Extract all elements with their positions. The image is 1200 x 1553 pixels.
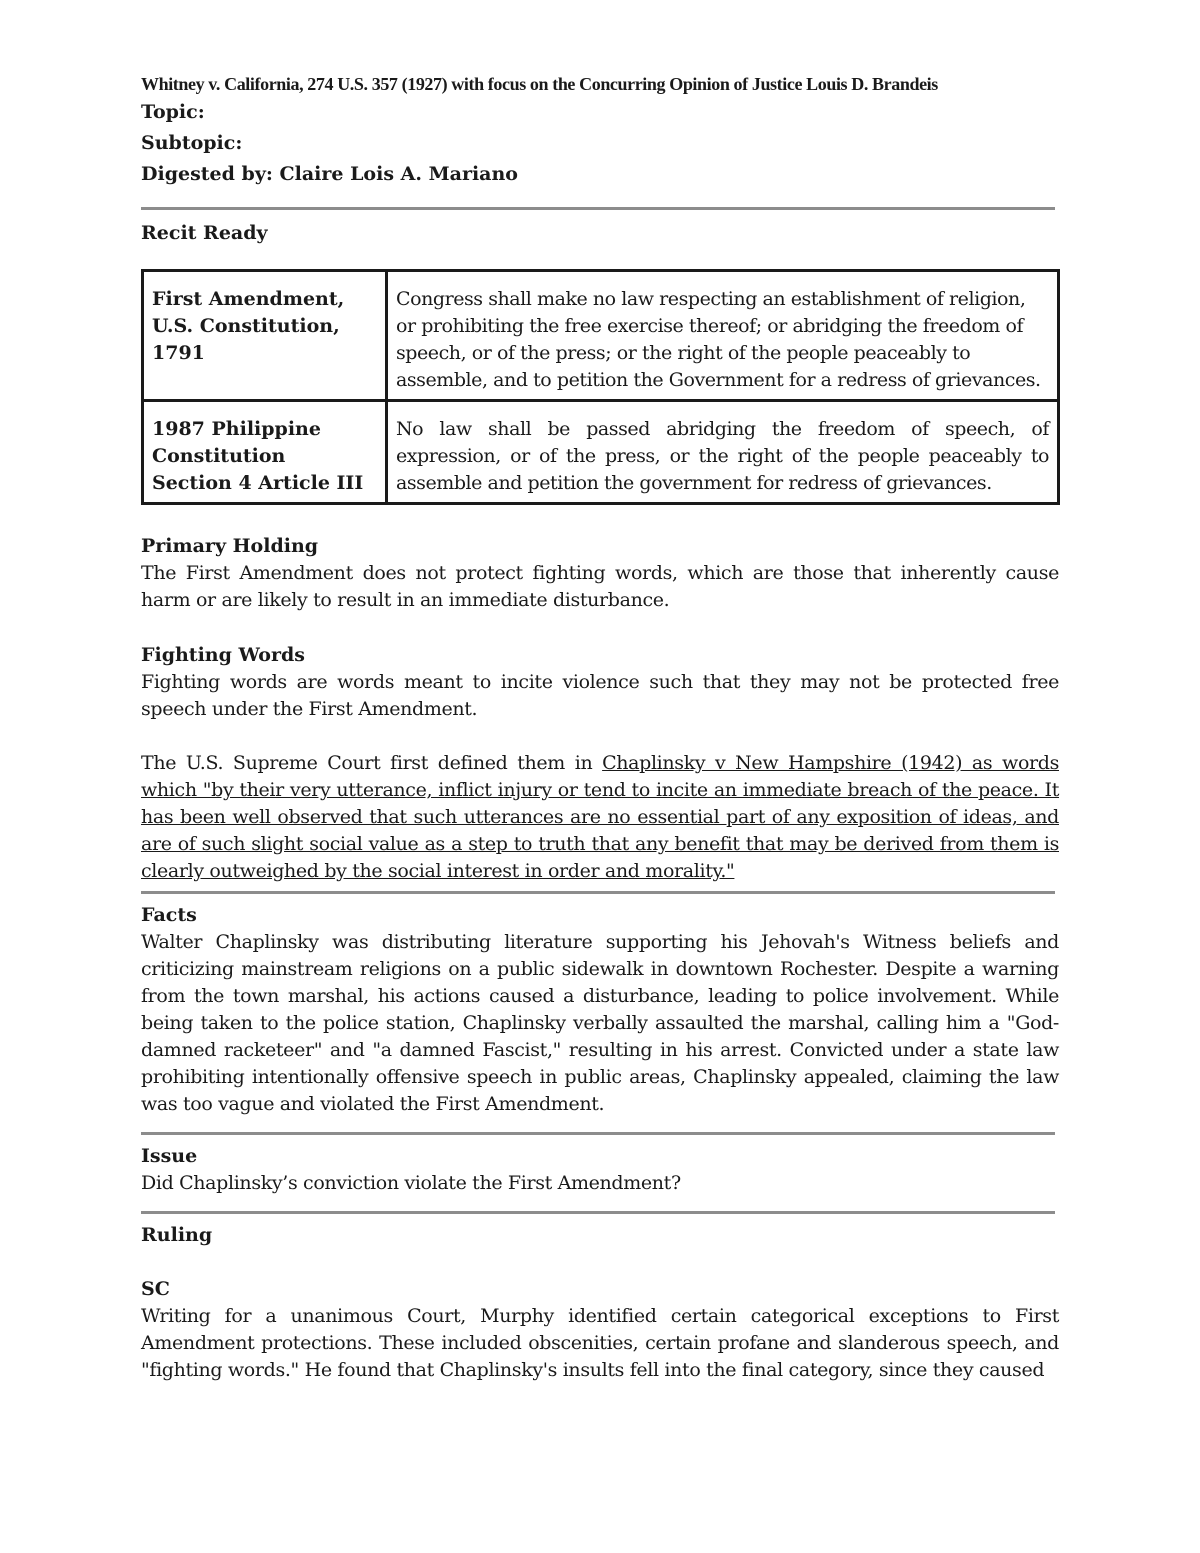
label-line: 1791 <box>152 342 205 364</box>
recit-ready-heading: Recit Ready <box>141 222 268 244</box>
label-line: U.S. Constitution, <box>152 315 340 337</box>
table-cell-label <box>143 271 387 401</box>
subtopic-label: Subtopic: <box>141 132 243 154</box>
table-row <box>143 271 1059 401</box>
primary-holding-heading: Primary Holding <box>141 535 319 557</box>
label-line: First Amendment, <box>152 288 345 310</box>
facts-text: Walter Chaplinsky was distributing literature supporting his Jehovah's Witness beliefs and criticizing mainstream religions on a public sidewalk in downtown Rochester. Despite a warning from the town marshal, his actions caused a disturbance, leading to police involvement. While being taken to the police station, Chaplinsky verbally assaulted the marshal, calling him a "God-damned racketeer" and "a damned Fascist," resulting in his arrest. Convicted under a state law prohibiting intentionally offensive speech in public areas, Chaplinsky appealed, claiming the law was too vague and violated the First Amendment. <box>141 931 1059 1115</box>
recit-ready-table <box>141 269 1060 505</box>
section-divider <box>141 1211 1055 1214</box>
issue-text: Did Chaplinsky’s conviction violate the First Amendment? <box>141 1172 681 1194</box>
digested-by: Digested by: Claire Lois A. Mariano <box>141 163 518 185</box>
facts-heading: Facts <box>141 904 197 926</box>
document-page <box>141 68 1059 1384</box>
table-row <box>143 401 1059 504</box>
section-divider <box>141 207 1055 210</box>
sc-heading: SC <box>141 1278 170 1300</box>
fighting-words-definition <box>141 750 1059 885</box>
definition-quote: Chaplinsky v New Hampshire (1942) as words which "by their very utterance, inflict injury or tend to incite an immediate breach of the peace. It has been well observed that such utterances are no essential part of any exposition of ideas, and are of such slight social value as a step to truth that any benefit that may be derived from them is clearly outweighed by the social interest in order and morality." <box>141 752 1059 882</box>
topic-label: Topic: <box>141 101 205 123</box>
label-line: 1987 Philippine <box>152 418 321 440</box>
ruling-heading: Ruling <box>141 1224 213 1246</box>
table-cell-text: Congress shall make no law respecting an establishment of religion, or prohibiting the free exercise thereof; or abridging the freedom of speech, or of the press; or the right of the people peaceably to assemble, and to petition the Government for a redress of grievances. <box>387 271 1059 401</box>
primary-holding-text: The First Amendment does not protect fighting words, which are those that inherently cause harm or are likely to result in an immediate disturbance. <box>141 562 1059 611</box>
case-title: Whitney v. California, 274 U.S. 357 (1927) with focus on the Concurring Opinion of Justice Louis D. Brandeis <box>141 74 938 94</box>
table-cell-text: No law shall be passed abridging the freedom of speech, of expression, or of the press, or the right of the people peaceably to assemble and petition the government for redress of grievances. <box>387 401 1059 504</box>
issue-heading: Issue <box>141 1145 198 1167</box>
label-line: Constitution <box>152 445 286 467</box>
fighting-words-heading: Fighting Words <box>141 644 305 666</box>
section-divider <box>141 891 1055 894</box>
fighting-words-text: Fighting words are words meant to incite violence such that they may not be protected free speech under the First Amendment. <box>141 671 1059 720</box>
label-line: Section 4 Article III <box>152 472 364 494</box>
table-cell-label <box>143 401 387 504</box>
section-divider <box>141 1132 1055 1135</box>
sc-ruling-text: Writing for a unanimous Court, Murphy identified certain categorical exceptions to First Amendment protections. These included obscenities, certain profane and slanderous speech, and "fighting words." He found that Chaplinsky's insults fell into the final category, since they caused <box>141 1305 1059 1381</box>
definition-intro: The U.S. Supreme Court first defined them in <box>141 752 603 774</box>
